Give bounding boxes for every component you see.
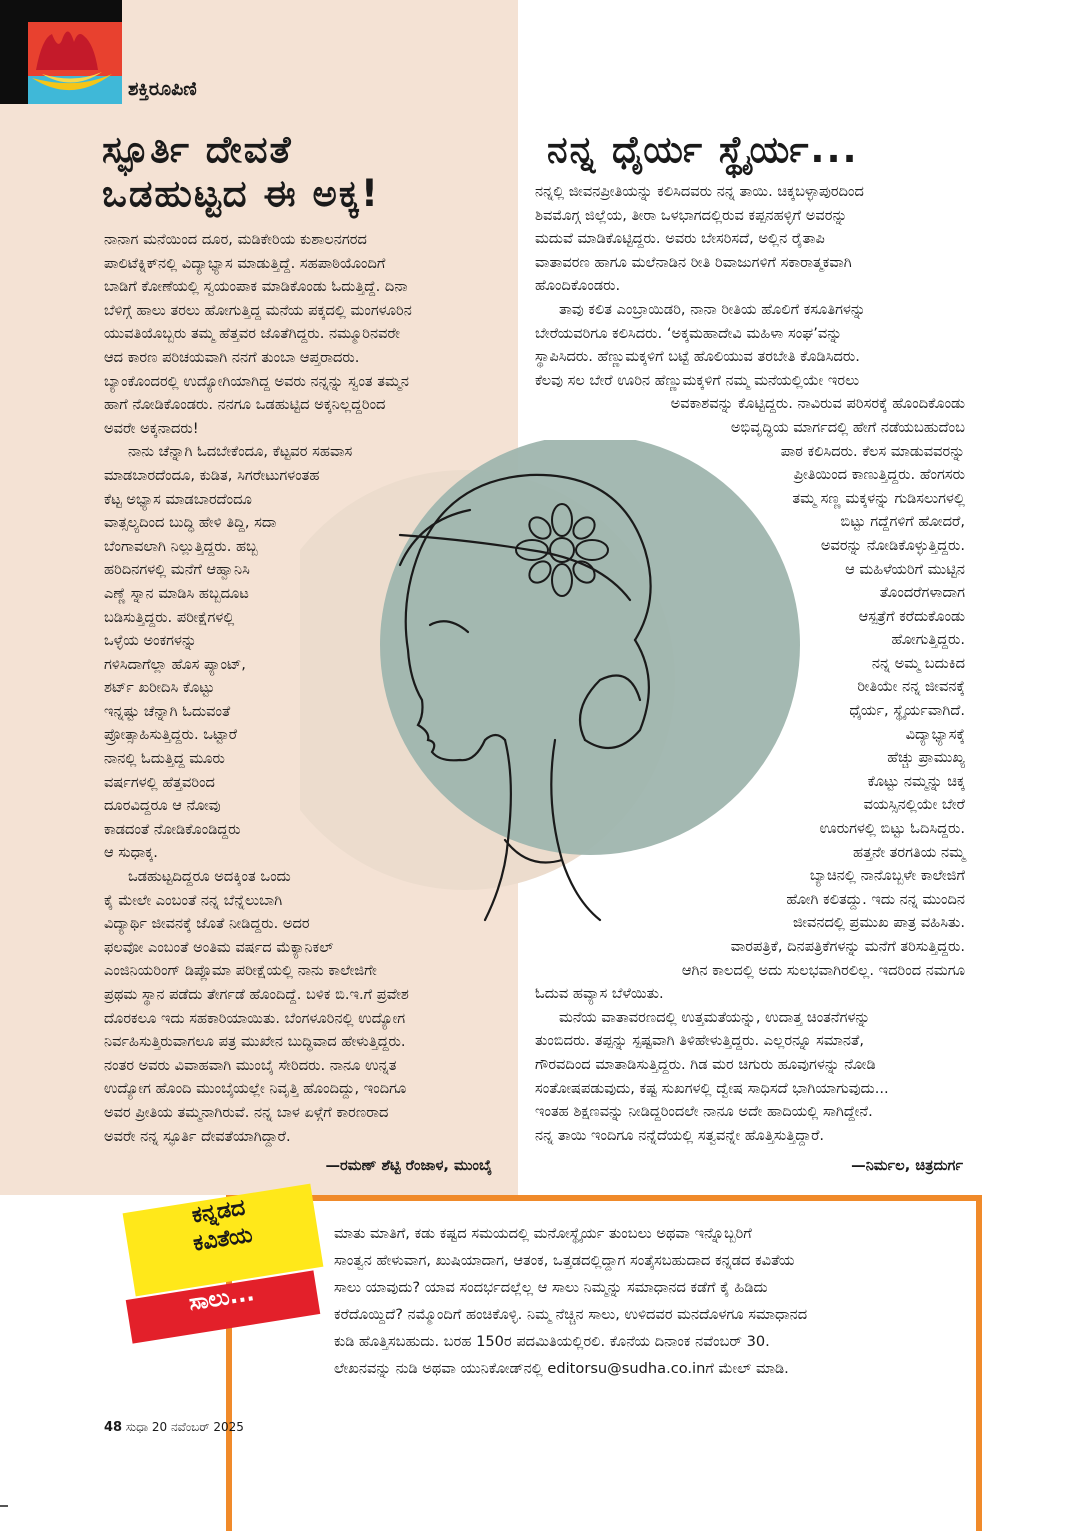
text-line: ಎಣ್ಣೆ ಸ್ನಾನ ಮಾಡಿಸಿ ಹಬ್ಬದೂಟ xyxy=(104,584,249,602)
text-line: ಕಾಡದಂತೆ ನೋಡಿಕೊಂಡಿದ್ದರು xyxy=(104,820,241,838)
text-line: ಹತ್ತನೇ ತರಗತಿಯ ನಮ್ಮ xyxy=(853,843,965,861)
text-line: ಕೆಟ್ಟ ಅಭ್ಯಾಸ ಮಾಡಬಾರದೆಂದೂ xyxy=(104,490,252,508)
text-line: ಇನ್ನಷ್ಟು ಚೆನ್ನಾಗಿ ಓದುವಂತೆ xyxy=(104,702,231,720)
text-line: ನಾನಲ್ಲಿ ಓದುತ್ತಿದ್ದ ಮೂರು xyxy=(104,750,225,768)
text-line: ಲೇಖನವನ್ನು ನುಡಿ ಅಥವಾ ಯುನಿಕೋಡ್‌ನಲ್ಲಿ editorsu@sudha.co.inಗೆ ಮೇಲ್ ಮಾಡಿ. xyxy=(334,1360,789,1377)
text-line: ಆಗಿನ ಕಾಲದಲ್ಲಿ ಅದು ಸುಲಭವಾಗಿರಲಿಲ್ಲ. ಇದರಿಂದ ನಮಗೂ xyxy=(681,961,965,979)
text-line: ಆಸ್ಪತ್ರೆಗೆ ಕರೆದುಕೊಂಡು xyxy=(858,607,965,625)
left-article-body xyxy=(104,228,496,1148)
text-line: ವಿದ್ಯಾಭ್ಯಾಸಕ್ಕೆ xyxy=(905,725,965,743)
text-line: ಧೈರ್ಯ, ಸ್ಥೈರ್ಯವಾಗಿದೆ. xyxy=(849,702,965,720)
text-line: ಗಳಿಸಿದಾಗೆಲ್ಲಾ ಹೊಸ ಪ್ಯಾಂಟ್, xyxy=(104,655,246,673)
text-line: ವಾತ್ಸಲ್ಯದಿಂದ ಬುದ್ಧಿ ಹೇಳಿ ತಿದ್ದಿ, ಸದಾ xyxy=(104,514,277,532)
text-line: ಗೌರವದಿಂದ ಮಾತಾಡಿಸುತ್ತಿದ್ದರು. ಗಿಡ ಮರ ಚಿಗುರು ಹೂವುಗಳನ್ನು ನೋಡಿ xyxy=(535,1055,876,1073)
text-line: ಪ್ರೋತ್ಸಾಹಿಸುತ್ತಿದ್ದರು. ಒಟ್ಟಾರೆ xyxy=(104,726,238,744)
text-line: ಸಾಲು ಯಾವುದು? ಯಾವ ಸಂದರ್ಭದಲ್ಲೆಲ್ಲ ಆ ಸಾಲು ನಿಮ್ಮನ್ನು ಸಮಾಧಾನದ ಕಡೆಗೆ ಕೈ ಹಿಡಿದು xyxy=(334,1279,768,1296)
text-line: ಪ್ರೀತಿಯಿಂದ ಕಾಣುತ್ತಿದ್ದರು. ಹೆಂಗಸರು xyxy=(793,466,965,484)
text-line: ಕೊಟ್ಟು ನಮ್ಮನ್ನು ಚಿಕ್ಕ xyxy=(867,772,965,790)
text-line: ಸಂತೋಷಪಡುವುದು, ಕಷ್ಟ ಸುಖಗಳಲ್ಲಿ ದ್ವೇಷ ಸಾಧಿಸದೆ ಭಾಗಿಯಾಗುವುದು... xyxy=(535,1079,889,1097)
text-line: ಉದ್ಯೋಗ ಹೊಂದಿ ಮುಂಬೈಯಲ್ಲೇ ನಿವೃತ್ತಿ ಹೊಂದಿದ್ದು, ಇಂದಿಗೂ xyxy=(104,1080,407,1098)
text-line: ಫಲವೋ ಎಂಬಂತೆ ಅಂತಿಮ ವರ್ಷದ ಮೆಕ್ಯಾನಿಕಲ್ xyxy=(104,938,334,956)
text-line: ಮಾಡಬಾರದೆಂದೂ, ಕುಡಿತ, ಸಿಗರೇಟುಗಳಂತಹ xyxy=(104,466,320,484)
text-line: ಅವರೇ ನನ್ನ ಸ್ಫೂರ್ತಿ ದೇವತೆಯಾಗಿದ್ದಾರೆ. xyxy=(104,1127,291,1145)
text-line: ಯುವತಿಯೊಬ್ಬರು ತಮ್ಮ ಹೆತ್ತವರ ಜೊತೆಗಿದ್ದರು. ನಮ್ಮೂರಿನವರೇ xyxy=(104,325,400,343)
text-line: ಆದ ಕಾರಣ ಪರಿಚಯವಾಗಿ ನನಗೆ ತುಂಬಾ ಆಪ್ತರಾದರು. xyxy=(104,348,360,366)
text-line: ತಮ್ಮ ಸಣ್ಣ ಮಕ್ಕಳನ್ನು ಗುಡಿಸಲುಗಳಲ್ಲಿ xyxy=(792,489,965,507)
text-line: ವಿದ್ಯಾರ್ಥಿ ಜೀವನಕ್ಕೆ ಜೊತೆ ನೀಡಿದ್ದರು. ಅದರ xyxy=(104,915,310,933)
right-article-title: ನನ್ನ ಧೈರ್ಯ ಸ್ಥೈರ್ಯ... xyxy=(547,128,859,171)
text-line: ಶಿವಮೊಗ್ಗ ಜಿಲ್ಲೆಯ, ತೀರಾ ಒಳಭಾಗದಲ್ಲಿರುವ ಕಪ್ಪನಹಳ್ಳಿಗೆ ಅವರನ್ನು xyxy=(535,206,848,224)
poem-callout-text xyxy=(334,1220,954,1382)
text-line: ಬಿಟ್ಟು ಗದ್ದೆಗಳಿಗೆ ಹೋದರೆ, xyxy=(840,513,965,531)
text-line: ಒಡಹುಟ್ಟದಿದ್ದರೂ ಅದಕ್ಕಿಂತ ಒಂದು xyxy=(128,868,291,886)
text-line: ನನ್ನ ಅಮ್ಮ ಬದುಕಿದ xyxy=(871,654,965,672)
text-line: ಮಾತು ಮಾತಿಗೆ, ಕಡು ಕಷ್ಟದ ಸಮಯದಲ್ಲಿ ಮನೋಸ್ಥೈರ್ಯ ತುಂಬಲು ಅಥವಾ ಇನ್ನೊಬ್ಬರಿಗೆ xyxy=(334,1225,752,1242)
poem-tag-line-1: ಕನ್ನಡದ xyxy=(190,1195,247,1229)
text-line: ಹೋಗಿ ಕಲಿತದ್ದು. ಇದು ನನ್ನ ಮುಂದಿನ xyxy=(786,890,965,908)
text-line: ಅವರ ಪ್ರೀತಿಯ ತಮ್ಮನಾಗಿರುವೆ. ನನ್ನ ಬಾಳ ಏಳ್ಗೆಗೆ ಕಾರಣರಾದ xyxy=(104,1103,389,1121)
text-line: ನಂತರ ಅವರು ವಿವಾಹವಾಗಿ ಮುಂಬೈ ಸೇರಿದರು. ನಾನೂ ಉನ್ನತ xyxy=(104,1056,397,1074)
corner-mark xyxy=(0,0,12,104)
text-line: ಆ ಸುಧಾಕ್ಕ. xyxy=(104,844,158,862)
text-line: ಇಂತಹ ಶಿಕ್ಷಣವನ್ನು ನೀಡಿದ್ದರಿಂದಲೇ ನಾನೂ ಅದೇ ಹಾದಿಯಲ್ಲಿ ಸಾಗಿದ್ದೇನೆ. xyxy=(535,1103,873,1121)
text-line: ನನ್ನ ತಾಯಿ ಇಂದಿಗೂ ನನ್ನೆದೆಯಲ್ಲಿ ಸತ್ವವನ್ನೇ ಹೊತ್ತಿಸುತ್ತಿದ್ದಾರೆ. xyxy=(535,1126,825,1144)
text-line: ವರ್ಷಗಳಲ್ಲಿ ಹೆತ್ತವರಿಂದ xyxy=(104,773,215,791)
text-line: ಬೇರೆಯವರಿಗೂ ಕಲಿಸಿದರು. ‘ಅಕ್ಕಮಹಾದೇವಿ ಮಹಿಳಾ ಸಂಘ’ವನ್ನು xyxy=(535,324,842,342)
poem-tag-line-3: ಸಾಲು... xyxy=(187,1281,257,1317)
text-line: ನಿರ್ವಹಿಸುತ್ತಿರುವಾಗಲೂ ಪತ್ರ ಮುಖೇನ ಬುದ್ಧಿವಾದ ಹೇಳುತ್ತಿದ್ದರು. xyxy=(104,1033,406,1051)
text-line: ಜೀವನದಲ್ಲಿ ಪ್ರಮುಖ ಪಾತ್ರ ವಹಿಸಿತು. xyxy=(792,914,965,932)
text-line: ಸ್ಥಾಪಿಸಿದರು. ಹೆಣ್ಣುಮಕ್ಕಳಿಗೆ ಬಟ್ಟೆ ಹೊಲಿಯುವ ತರಬೇತಿ ಕೊಡಿಸಿದರು. xyxy=(535,348,860,366)
right-article-signature: —ನಿರ್ಮಲ, ಚಿತ್ರದುರ್ಗ xyxy=(851,1157,963,1174)
text-line: ನನ್ನಲ್ಲಿ ಜೀವನಪ್ರೀತಿಯನ್ನು ಕಲಿಸಿದವರು ನನ್ನ ತಾಯಿ. ಚಿಕ್ಕಬಳ್ಳಾಪುರದಿಂದ xyxy=(535,183,864,200)
text-line: ವಾತಾವರಣ ಹಾಗೂ ಮಲೆನಾಡಿನ ರೀತಿ ರಿವಾಜುಗಳಿಗೆ ಸಕಾರಾತ್ಮಕವಾಗಿ xyxy=(535,253,852,271)
text-line: ಬ್ಯಾಚಿನಲ್ಲಿ ನಾನೊಬ್ಬಳೇ ಕಾಲೇಜಿಗೆ xyxy=(809,867,965,885)
text-line: ಆ ಮಹಿಳೆಯರಿಗೆ ಮುಟ್ಟಿನ xyxy=(845,560,965,578)
left-title-line-1: ಸ್ಫೂರ್ತಿ ದೇವತೆ xyxy=(102,128,293,171)
text-line: ಎಂಜಿನಿಯರಿಂಗ್ ಡಿಪ್ಲೊಮಾ ಪರೀಕ್ಷೆಯಲ್ಲಿ ನಾನು ಕಾಲೇಜಿಗೇ xyxy=(104,962,377,980)
text-line: ಬಡಿಸುತ್ತಿದ್ದರು. ಪರೀಕ್ಷೆಗಳಲ್ಲಿ xyxy=(104,608,235,626)
text-line: ಅವಕಾಶವನ್ನು ಕೊಟ್ಟಿದ್ದರು. ನಾವಿರುವ ಪರಿಸರಕ್ಕೆ ಹೊಂದಿಕೊಂಡು xyxy=(670,395,965,413)
text-line: ದೊರಕಲೂ ಇದು ಸಹಕಾರಿಯಾಯಿತು. ಬೆಂಗಳೂರಿನಲ್ಲಿ ಉದ್ಯೋಗ xyxy=(104,1009,406,1027)
text-line: ಬ್ಯಾಂಕೊಂದರಲ್ಲಿ ಉದ್ಯೋಗಿಯಾಗಿದ್ದ ಅವರು ನನ್ನನ್ನು ಸ್ವಂತ ತಮ್ಮನ xyxy=(104,372,410,390)
right-article-body xyxy=(535,180,965,1147)
text-line: ವಯಸ್ಸಿನಲ್ಲಿಯೇ ಬೇರೆ xyxy=(863,796,965,814)
poem-tag-line-2: ಕವಿತೆಯ xyxy=(191,1222,255,1257)
text-line: ಪಾಲಿಟೆಕ್ನಿಕ್‌ನಲ್ಲಿ ವಿದ್ಯಾಭ್ಯಾಸ ಮಾಡುತ್ತಿದ್ದೆ. ಸಹಪಾಠಿಯೊಂದಿಗೆ xyxy=(104,254,386,272)
text-line: ಊರುಗಳಲ್ಲಿ ಬಿಟ್ಟು ಓದಿಸಿದ್ದರು. xyxy=(819,820,965,838)
text-line: ಓದುವ ಹವ್ಯಾಸ ಬೆಳೆಯಿತು. xyxy=(535,985,664,1003)
text-line: ಪ್ರಥಮ ಸ್ಥಾನ ಪಡೆದು ತೇರ್ಗಡೆ ಹೊಂದಿದ್ದೆ. ಬಳಿಕ ಬಿ.ಇ.ಗೆ ಪ್ರವೇಶ xyxy=(104,986,409,1003)
text-line: ಕೆಲವು ಸಲ ಬೇರೆ ಊರಿನ ಹೆಣ್ಣುಮಕ್ಕಳಿಗೆ ನಮ್ಮ ಮನೆಯಲ್ಲಿಯೇ ಇರಲು xyxy=(535,371,860,389)
text-line: ಕರೆದೊಯ್ದಿದೆ? ನಮ್ಮೊಂದಿಗೆ ಹಂಚಿಕೊಳ್ಳಿ. ನಿಮ್ಮ ನೆಚ್ಚಿನ ಸಾಲು, ಉಳಿದವರ ಮನದೊಳಗೂ ಸಮಾಧಾನದ xyxy=(334,1306,808,1323)
text-line: ಶರ್ಟ್ ಖರೀದಿಸಿ ಕೊಟ್ಟು xyxy=(104,679,215,697)
text-line: ತಾವು ಕಲಿತ ಎಂಬ್ರಾಯಿಡರಿ, ನಾನಾ ರೀತಿಯ ಹೊಲಿಗೆ ಕಸೂತಿಗಳನ್ನು xyxy=(559,300,866,318)
text-line: ಹೋಗುತ್ತಿದ್ದರು. xyxy=(891,631,965,649)
text-line: ವಾರಪತ್ರಿಕೆ, ದಿನಪತ್ರಿಕೆಗಳನ್ನು ಮನೆಗೆ ತರಿಸುತ್ತಿದ್ದರು. xyxy=(730,938,965,955)
text-line: ತೊಂದರೆಗಳಾದಾಗ xyxy=(879,584,965,602)
text-line: ಬೆಂಗಾವಲಾಗಿ ನಿಲ್ಲುತ್ತಿದ್ದರು. ಹಬ್ಬ xyxy=(104,537,258,555)
flame-logo-icon xyxy=(12,0,122,104)
text-line: ಅವರನ್ನು ನೋಡಿಕೊಳ್ಳುತ್ತಿದ್ದರು. xyxy=(820,536,965,554)
text-line: ಒಳ್ಳೆಯ ಅಂಕಗಳನ್ನು xyxy=(104,632,197,650)
section-label: ಶಕ್ತಿರೂಪಿಣಿ xyxy=(128,78,197,100)
page-number: 48 xyxy=(104,1420,123,1435)
text-line: ಪಾಠ ಕಲಿಸಿದರು. ಕೆಲಸ ಮಾಡುವವರನ್ನು xyxy=(780,442,965,460)
crop-mark xyxy=(0,1505,8,1507)
text-line: ಅಭಿವೃದ್ಧಿಯ ಮಾರ್ಗದಲ್ಲಿ ಹೇಗೆ ನಡೆಯಬಹುದೆಂಬ xyxy=(730,418,965,436)
page-footer xyxy=(104,1420,244,1435)
text-line: ಬೆಳಿಗ್ಗೆ ಹಾಲು ತರಲು ಹೋಗುತ್ತಿದ್ದ ಮನೆಯ ಪಕ್ಕದಲ್ಲಿ ಮಂಗಳೂರಿನ xyxy=(104,301,412,319)
text-line: ಮದುವೆ ಮಾಡಿಕೊಟ್ಟಿದ್ದರು. ಅವರು ಬೇಸರಿಸದೆ, ಅಲ್ಲಿನ ರೈತಾಪಿ xyxy=(535,230,825,248)
text-line: ಅವರೇ ಅಕ್ಕನಾದರು! xyxy=(104,419,199,437)
text-line: ಬಾಡಿಗೆ ಕೋಣೆಯಲ್ಲಿ ಸ್ವಯಂಪಾಕ ಮಾಡಿಕೊಂಡು ಓದುತ್ತಿದ್ದೆ. ದಿನಾ xyxy=(104,278,408,296)
magazine-issue: ಸುಧಾ 20 ನವೆಂಬರ್ 2025 xyxy=(125,1420,244,1434)
text-line: ನಾನಾಗ ಮನೆಯಿಂದ ದೂರ, ಮಡಿಕೇರಿಯ ಕುಶಾಲನಗರದ xyxy=(104,231,367,248)
text-line: ರೀತಿಯೇ ನನ್ನ ಜೀವನಕ್ಕೆ xyxy=(857,678,965,696)
text-line: ಮನೆಯ ವಾತಾವರಣದಲ್ಲಿ ಉತ್ತಮತೆಯನ್ನು, ಉದಾತ್ತ ಚಿಂತನೆಗಳನ್ನು xyxy=(559,1008,871,1026)
text-line: ದೂರವಿದ್ದರೂ ಆ ನೋವು xyxy=(104,797,221,815)
text-line: ಹರಿದಿನಗಳಲ್ಲಿ ಮನೆಗೆ ಆಹ್ವಾನಿಸಿ xyxy=(104,561,250,579)
text-line: ಕುಡಿ ಹೊತ್ತಿಸಬಹುದು. ಬರಹ 150ರ ಪದಮಿತಿಯಲ್ಲಿರಲಿ. ಕೊನೆಯ ದಿನಾಂಕ ನವೆಂಬರ್ 30. xyxy=(334,1333,770,1350)
left-article-signature: —ರಮಣ್ ಶೆಟ್ಟಿ ರೆಂಜಾಳ, ಮುಂಬೈ xyxy=(325,1157,492,1174)
left-title-line-2: ಒಡಹುಟ್ಟದ ಈ ಅಕ್ಕ! xyxy=(102,171,380,215)
left-article-title xyxy=(102,128,512,215)
text-line: ಹೆಚ್ಚು ಪ್ರಾಮುಖ್ಯ xyxy=(887,749,965,767)
text-line: ಹೊಂದಿಕೊಂಡರು. xyxy=(535,277,621,295)
text-line: ಹಾಗೆ ನೋಡಿಕೊಂಡರು. ನನಗೂ ಒಡಹುಟ್ಟಿದ ಅಕ್ಕನಿಲ್ಲದ್ದರಿಂದ xyxy=(104,396,386,414)
text-line: ತುಂಬಿದರು. ತಪ್ಪನ್ನು ಸ್ಪಷ್ಟವಾಗಿ ತಿಳಿಹೇಳುತ್ತಿದ್ದರು. ಎಲ್ಲರನ್ನೂ ಸಮಾನತೆ, xyxy=(535,1032,864,1050)
text-line: ಸಾಂತ್ವನ ಹೇಳುವಾಗ, ಖುಷಿಯಾದಾಗ, ಆತಂಕ, ಒತ್ತಡದಲ್ಲಿದ್ದಾಗ ಸಂತೈಸಬಹುದಾದ ಕನ್ನಡದ ಕವಿತೆಯ xyxy=(334,1252,795,1269)
text-line: ನಾನು ಚೆನ್ನಾಗಿ ಓದಬೇಕೆಂದೂ, ಕೆಟ್ಟವರ ಸಹವಾಸ xyxy=(128,443,353,461)
text-line: ಕೈ ಮೇಲೇ ಎಂಬಂತೆ ನನ್ನ ಬೆನ್ನೆಲುಬಾಗಿ xyxy=(104,891,283,909)
